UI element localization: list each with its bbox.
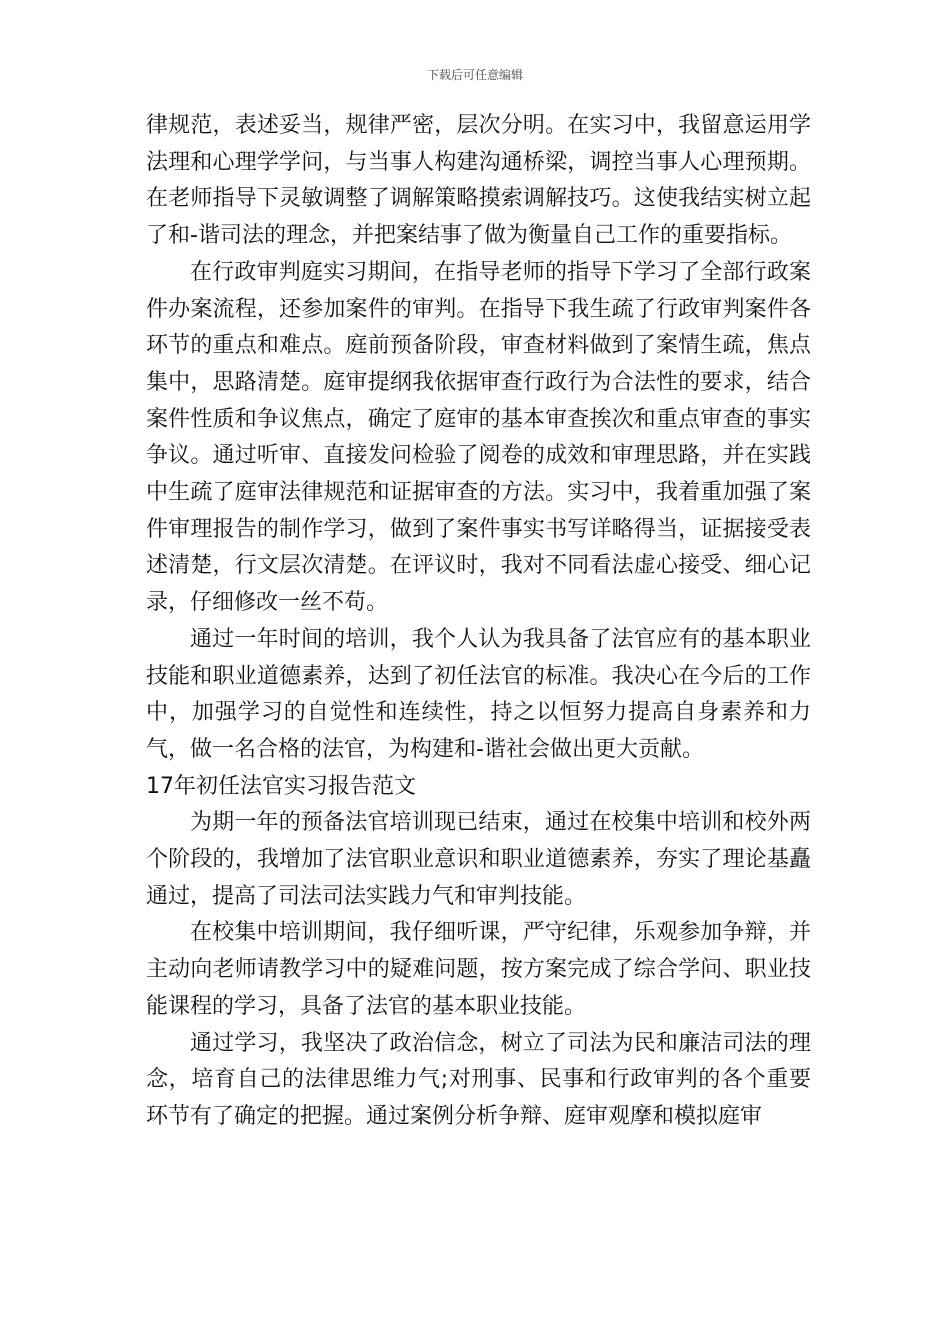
paragraph-admin-trial: 在行政审判庭实习期间，在指导老师的指导下学习了全部行政案件办案流程，还参加案件的审判。在指导下我生疏了行政审判案件各环节的重点和难点。庭前预备阶段，审查材料做到了案情生疏，焦点集中，思路清楚。庭审提纲我依据审查行政行为合法性的要求，结合案件性质和争议焦点，确定了庭审的基本审查挨次和重点审查的事实争议。通过听审、直接发问检验了阅卷的成效和审理思路，并在实践中生疏了庭审法律规范和证据审查的方法。实习中，我着重加强了案件审理报告的制作学习，做到了案件事实书写详略得当，证据接受表述清楚，行文层次清楚。在评议时，我对不同看法虚心接受、细心记录，仔细修改一丝不苟。: [146, 259, 811, 616]
paragraph-campus-training: 在校集中培训期间，我仔细听课，严守纪律，乐观参加争辩，并主动向老师请教学习中的疑难问题，按方案完成了综合学问、职业技能课程的学习，具备了法官的基本职业技能。: [146, 920, 811, 1019]
header-note: 下载后可任意编辑: [426, 68, 523, 82]
paragraph-continuation: 律规范，表述妥当，规律严密，层次分明。在实习中，我留意运用学法理和心理学学问，与当事人构建沟通桥梁，调控当事人心理预期。在老师指导下灵敏调整了调解策略摸索调解技巧。这使我结实树立起了和-谐司法的理念，并把案结事了做为衡量自己工作的重要指标。: [146, 113, 811, 249]
paragraph-conclusion: 通过一年时间的培训，我个人认为我具备了法官应有的基本职业技能和职业道德素养，达到了初任法官的标准。我决心在今后的工作中，加强学习的自觉性和连续性，持之以恒努力提高自身素养和力气，做一名合格的法官，为构建和-谐社会做出更大贡献。: [146, 626, 811, 762]
paragraph-study-results: 通过学习，我坚决了政治信念，树立了司法为民和廉洁司法的理念，培育自己的法律思维力气;对刑事、民事和行政审判的各个重要环节有了确定的把握。通过案例分析争辩、庭审观摩和模拟庭审: [146, 1030, 811, 1129]
document-body: [146, 108, 811, 1136]
section-title: 17年初任法官实习报告范文: [146, 773, 416, 799]
paragraph-training-intro: 为期一年的预备法官培训现已结束，通过在校集中培训和校外两个阶段的，我增加了法官职业意识和职业道德素养，夯实了理论基矗通过，提高了司法司法实践力气和审判技能。: [146, 810, 811, 909]
